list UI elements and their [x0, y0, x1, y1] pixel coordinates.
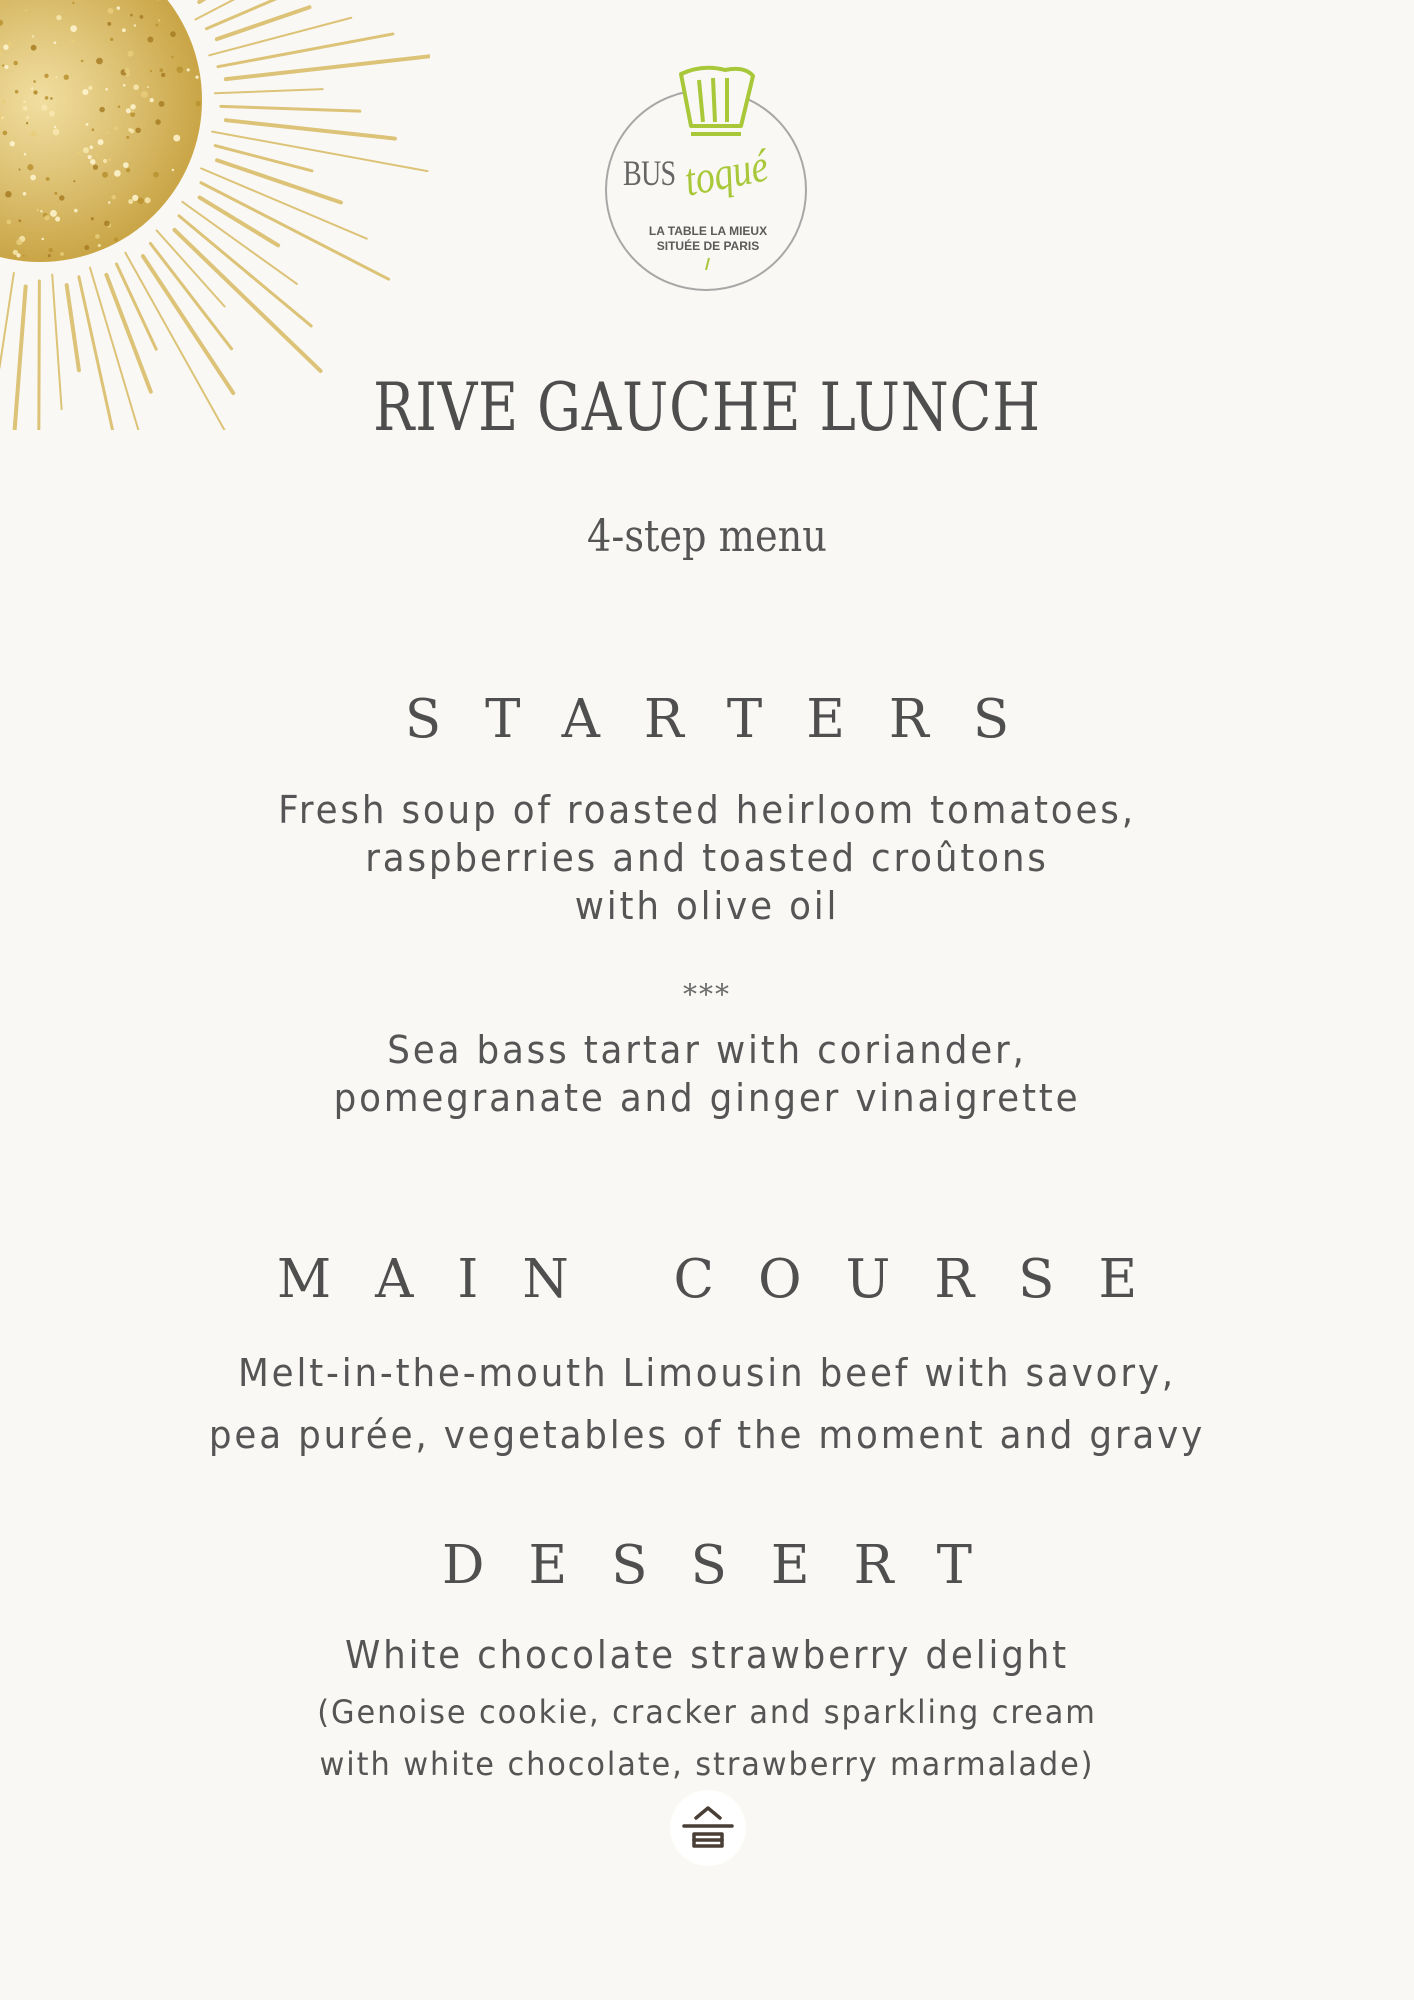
dish-line: Melt-in-the-mouth Limousin beef with savory, [238, 1351, 1176, 1395]
dish-line: Sea bass tartar with coriander, [387, 1028, 1027, 1072]
bustoque-logo [603, 62, 815, 300]
starter-dish-1 [42, 786, 1371, 930]
dish-separator: *** [683, 978, 731, 1011]
logo-tagline-line2: SITUÉE DE PARIS [656, 239, 760, 253]
dessert-note [35, 1686, 1378, 1790]
main-course-heading: MAIN COURSE [276, 1249, 1182, 1310]
logo-tagline-line1: LA TABLE LA MIEUX [648, 224, 768, 238]
dish-line: pomegranate and ginger vinaigrette [333, 1076, 1081, 1120]
house-emblem-icon [670, 1790, 746, 1866]
dish-line: with olive oil [574, 884, 840, 928]
main-course-dish [42, 1342, 1371, 1466]
dish-line: Fresh soup of roasted heirloom tomatoes, [278, 788, 1136, 832]
starters-heading: STARTERS [404, 689, 1054, 750]
menu-subtitle: 4-step menu [587, 511, 827, 562]
dessert-heading: DESSERT [442, 1535, 1016, 1596]
menu-title: RIVE GAUCHE LUNCH [373, 369, 1041, 446]
note-line: (Genoise cookie, cracker and sparkling cream [317, 1693, 1097, 1731]
dish-line: raspberries and toasted croûtons [365, 836, 1049, 880]
logo-brand-bus: BUS [623, 153, 676, 193]
dessert-dish: White chocolate strawberry delight [344, 1633, 1069, 1677]
logo-brand-toque: toqué [680, 139, 773, 206]
chef-hat-icon [681, 68, 753, 134]
golden-sun-decoration [0, 0, 430, 430]
starter-dish-2 [42, 1026, 1371, 1122]
dish-line: pea purée, vegetables of the moment and gravy [208, 1413, 1206, 1457]
note-line: with white chocolate, strawberry marmalade) [319, 1745, 1095, 1783]
